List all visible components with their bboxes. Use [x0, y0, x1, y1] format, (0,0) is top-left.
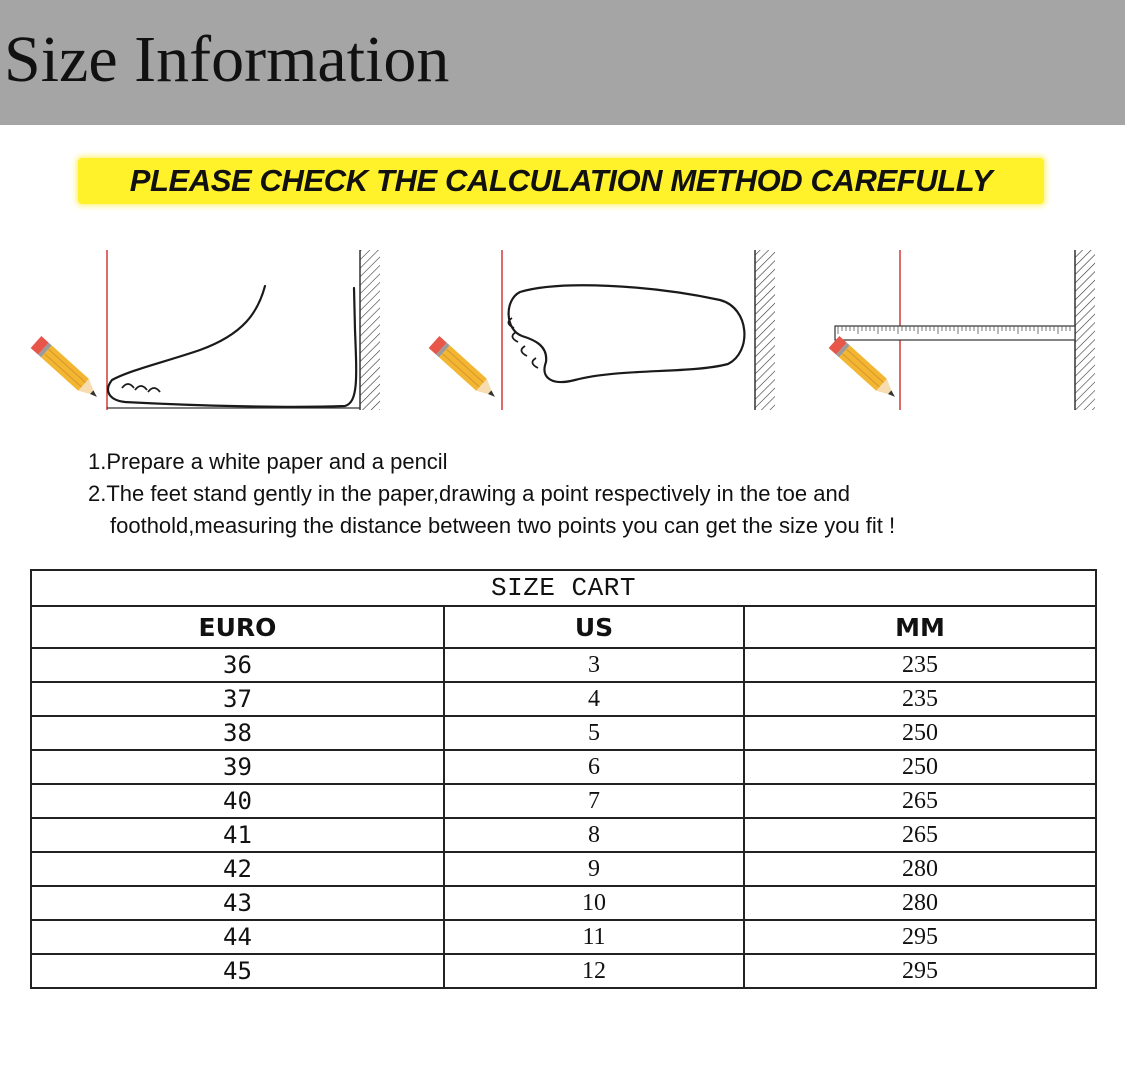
table-caption: SIZE CART — [31, 570, 1096, 606]
table-caption-row — [31, 570, 1096, 606]
table-row — [31, 954, 1096, 988]
table-row — [31, 818, 1096, 852]
mm-length-cell: 280 — [744, 852, 1096, 886]
us-size-cell: 12 — [444, 954, 744, 988]
mm-length-cell: 295 — [744, 954, 1096, 988]
instruction-step-1: 1.Prepare a white paper and a pencil — [88, 449, 448, 474]
euro-size-cell: 45 — [31, 954, 444, 988]
mm-length-cell: 235 — [744, 682, 1096, 716]
mm-length-cell: 265 — [744, 818, 1096, 852]
euro-size-cell: 44 — [31, 920, 444, 954]
mm-length-cell: 265 — [744, 784, 1096, 818]
table-row — [31, 886, 1096, 920]
euro-size-cell: 40 — [31, 784, 444, 818]
measurement-illustration — [0, 238, 1125, 428]
warning-banner — [78, 158, 1044, 204]
column-header-us: US — [444, 606, 744, 648]
euro-size-cell: 36 — [31, 648, 444, 682]
euro-size-cell: 37 — [31, 682, 444, 716]
euro-size-cell: 43 — [31, 886, 444, 920]
mm-length-cell: 280 — [744, 886, 1096, 920]
instruction-step-2: 2.The feet stand gently in the paper,drawing a point respectively in the toe and — [88, 481, 850, 506]
table-row — [31, 648, 1096, 682]
wall-hatch — [360, 250, 380, 410]
foot-side-view-panel — [31, 250, 380, 410]
us-size-cell: 9 — [444, 852, 744, 886]
euro-size-cell: 39 — [31, 750, 444, 784]
header-bar — [0, 0, 1125, 125]
mm-length-cell: 235 — [744, 648, 1096, 682]
us-size-cell: 3 — [444, 648, 744, 682]
wall-hatch — [755, 250, 775, 410]
mm-length-cell: 250 — [744, 750, 1096, 784]
instructions — [88, 446, 1068, 542]
ruler-panel — [829, 250, 1095, 410]
table-row — [31, 852, 1096, 886]
foot-top-outline — [509, 285, 745, 382]
table-row — [31, 716, 1096, 750]
warning-text: PLEASE CHECK THE CALCULATION METHOD CAREFULLY — [129, 163, 993, 198]
wall-hatch — [1075, 250, 1095, 410]
table-row — [31, 682, 1096, 716]
page-title: Size Information — [4, 23, 450, 96]
table-row — [31, 750, 1096, 784]
us-size-cell: 5 — [444, 716, 744, 750]
ruler — [835, 326, 1075, 340]
table-row — [31, 784, 1096, 818]
us-size-cell: 7 — [444, 784, 744, 818]
us-size-cell: 8 — [444, 818, 744, 852]
us-size-cell: 4 — [444, 682, 744, 716]
table-row — [31, 920, 1096, 954]
pencil-icon — [829, 336, 901, 403]
column-header-mm: MM — [744, 606, 1096, 648]
column-header-euro: EURO — [31, 606, 444, 648]
euro-size-cell: 38 — [31, 716, 444, 750]
table-header-row — [31, 606, 1096, 648]
mm-length-cell: 250 — [744, 716, 1096, 750]
pencil-icon — [31, 336, 103, 403]
us-size-cell: 10 — [444, 886, 744, 920]
euro-size-cell: 42 — [31, 852, 444, 886]
us-size-cell: 6 — [444, 750, 744, 784]
us-size-cell: 11 — [444, 920, 744, 954]
instruction-step-2-continued: foothold,measuring the distance between two points you can get the size you fit ! — [110, 513, 896, 538]
mm-length-cell: 295 — [744, 920, 1096, 954]
euro-size-cell: 41 — [31, 818, 444, 852]
pencil-icon — [429, 336, 501, 403]
size-chart-table — [30, 569, 1097, 989]
foot-top-view-panel — [429, 250, 775, 410]
